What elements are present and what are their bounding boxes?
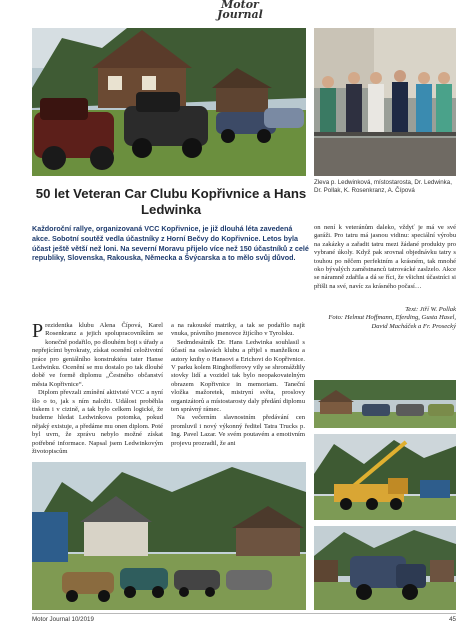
footer-rule xyxy=(32,613,456,614)
col1-paragraph-2: Diplom převzali zmínění aktivisté VCC a nyní šlo o to, jak s ním naložit. Událost proběhla tiskem i v cizině, a tak bylo celkem logické, že budeme hledat Ledwinkova potomka, pokud nějaký existuje, a předáme mu onen diplom. Poté byl uvrn, že zprávu nebylo možné získat potřebné informace. Napsal jsem Ledwinkovým životopiscům xyxy=(32,389,163,456)
masthead-line2: Journal xyxy=(217,8,263,21)
article-column-2 xyxy=(171,322,305,457)
photo-cars-by-house xyxy=(314,380,456,428)
footer-page-number: 45 xyxy=(449,616,456,623)
article-lead-container xyxy=(32,224,310,263)
footer-issue: Motor Journal 10/2019 xyxy=(32,616,94,623)
article-column-3 xyxy=(314,224,456,291)
article-title: 50 let Veteran Car Clubu Kopřivnice a Hans Ledwinka xyxy=(35,186,307,217)
article-column-1 xyxy=(32,322,163,457)
col2-paragraph-1: a na rakouské matriky, a tak se podařilo najít vnuka, právního jmenovce žijícího v Tyrolsku. xyxy=(171,322,305,338)
masthead-line1: Motor xyxy=(221,0,259,11)
col2-paragraph-3: Na večerním slavnostním předávání cen promluvil i nový výkonný ředitel Tatra Trucks p. Ing. Pavel Lazar. Ve svém poutavém a emotivním projevu prozradil, že ani xyxy=(171,414,305,447)
article-lead: Každoroční rallye, organizovaná VCC Kopřivnice, je již dlouhá léta zavedená akce. Sobotní soutěž vedla účastníky z Horní Bečvy do Kopřivnice. Letos byla účast ještě větší než loni. Na severní Moravu přijelo více než 150 účastníků z celé republiky, Slovenska, Rakouska, Německa a Švýcarska a to mělo svůj důvod. xyxy=(32,224,309,263)
masthead-logo xyxy=(195,0,285,22)
col3-paragraph-1: on není k veteránům daleko, vždyť je má ve své garáži. Pro tatru má jasnou vidinu: speciální výrobu na zakázky a zařadit tatru mezi žádané produkty pro vybrané úkoly. Když pak srovnal objednávku tatry s touhou po něčem perfektním a krásném, tak mnohé oko bývalých zaměstnanců tatrovácké zaslzelo. Akce se náramně zdařila a dá se říci, že všichni účastníci si přišli na své, navíc za krásného počasí… xyxy=(314,224,456,290)
photo-caption-ceremony: Zleva p. Ledwinková, místostarosta, Dr. Ledwinka, Dr. Pollak, K. Rosenkranz, A. Čípová xyxy=(314,179,452,194)
photo-tatra-truck xyxy=(314,526,456,610)
text-credit: Text: Jiří W. Pollak xyxy=(405,306,456,313)
article-credits xyxy=(314,306,456,331)
photo-cars-by-house-image xyxy=(314,380,456,428)
photo-vintage-cars-chalet xyxy=(32,28,306,176)
col2-paragraph-2: Sedmdesátník Dr. Hans Ledwinka souhlasil s účastí na oslavách klubu a přijel s manželkou a autory knihy o Hansovi a Erichovi do Kopřivnice. V parku kolem Ringhofferovy vily se shromáždily stovky lidí a vozidel tak bylo neopakovatelným obrazem Kopřivnice in memoriam. Taneční vložka mažoretek, mistryní světa, proslovy organizátorů a místostarosty daly předání diplomu ten správný rámec. xyxy=(171,338,305,414)
photo-credit: Foto: Helmut Hoffmann, Eferding, Gusta Hasel, David Macháček a Fr. Prosecký xyxy=(328,314,456,330)
photo-cars-rally-image xyxy=(32,462,306,610)
photo-award-ceremony-image xyxy=(314,28,456,176)
photo-crane-truck xyxy=(314,434,456,520)
photo-award-ceremony xyxy=(314,28,456,176)
photo-cars-rally xyxy=(32,462,306,610)
col1-paragraph-1: rezidentka klubu Alena Čípová, Karel Rosenkranz a jejich spolupracovníkům se konečně podařilo, po dlouhém boji s úřady a nepřejícími byrokraty, získat ocenění celoživotní práce pro geniálního konstruktéra tater Hanse Ledwinku. Ocenění se mu dostalo po tak dlouhé době ve formě diplomu „Čestného občanství města Kopřivnice“. xyxy=(32,322,163,388)
photo-vintage-cars-chalet-image xyxy=(32,28,306,176)
dropcap: P xyxy=(32,320,44,342)
photo-tatra-truck-image xyxy=(314,526,456,610)
photo-crane-truck-image xyxy=(314,434,456,520)
